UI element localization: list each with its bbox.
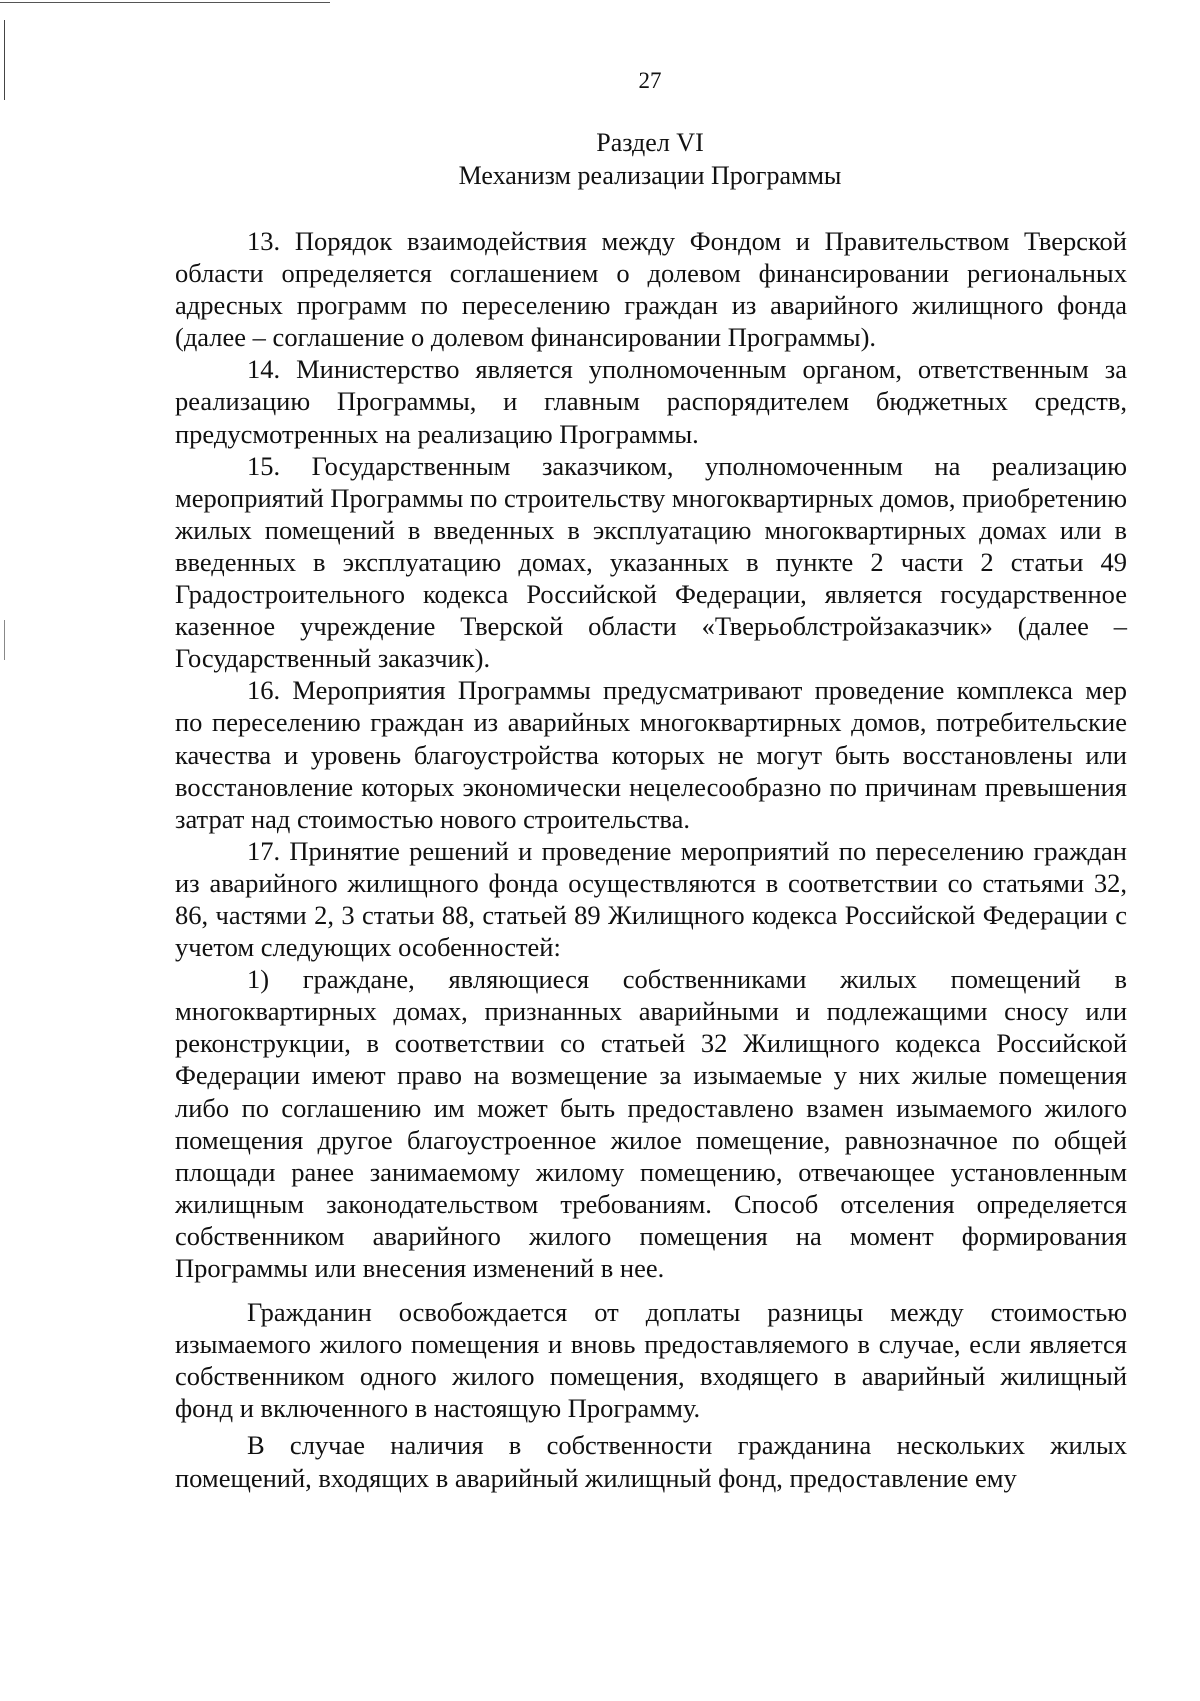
document-body <box>175 225 1127 1494</box>
page-number: 27 <box>638 68 662 93</box>
paragraph-16: 16. Мероприятия Программы предусматривают проведение комплекса мер по переселению граждан из аварийных многоквартирных домов, потребительские качества и уровень благоустройства которых не могут быть восстановлены или восстановление которых экономически нецелесообразно по причинам превышения затрат над стоимостью нового строительства. <box>175 675 1127 834</box>
section-title: Раздел VI <box>596 128 704 157</box>
paragraph-multiple-ownership: В случае наличия в собственности гражданина нескольких жилых помещений, входящих в аварийный жилищный фонд, предоставление ему <box>175 1430 1127 1493</box>
paragraph-17: 17. Принятие решений и проведение мероприятий по переселению граждан из аварийного жилищного фонда осуществляются в соответствии со статьями 32, 86, частями 2, 3 статьи 88, статьей 89 Жилищного кодекса Российской Федерации с учетом следующих особенностей: <box>175 835 1127 963</box>
scan-edge-left-lower <box>4 620 5 660</box>
paragraph-exemption: Гражданин освобождается от доплаты разницы между стоимостью изымаемого жилого помещения и вновь предоставляемого в случае, если является собственником одного жилого помещения, входящего в аварийный жилищный фонд и включенного в настоящую Программу. <box>175 1297 1127 1424</box>
paragraph-13: 13. Порядок взаимодействия между Фондом и Правительством Тверской области определяется соглашением о долевом финансировании региональных адресных программ по переселению граждан из аварийного жилищного фонда (далее – соглашение о долевом финансировании Программы). <box>175 226 1127 353</box>
paragraph-14: 14. Министерство является уполномоченным органом, ответственным за реализацию Программы, и главным распорядителем бюджетных средств, предусмотренных на реализацию Программы. <box>175 354 1127 449</box>
section-subtitle: Механизм реализации Программы <box>458 161 842 190</box>
paragraph-17-item-1: 1) граждане, являющиеся собственниками жилых помещений в многоквартирных домах, признанных аварийными и подлежащими сносу или реконструкции, в соответствии со статьей 32 Жилищного кодекса Российской Федерации имеют право на возмещение за изымаемые у них жилые помещения либо по соглашению им может быть предоставлено взамен изымаемого жилого помещения другое благоустроенное жилое помещение, равнозначное по общей площади ранее занимаемому жилому помещению, отвечающее установленным жилищным законодательством требованиям. Способ отселения определяется собственником аварийного жилого помещения на момент формирования Программы или внесения изменений в нее. <box>175 964 1127 1283</box>
paragraph-15: 15. Государственным заказчиком, уполномоченным на реализацию мероприятий Программы по строительству многоквартирных домов, приобретению жилых помещений в введенных в эксплуатацию многоквартирных домах или в введенных в эксплуатацию домах, указанных в пункте 2 части 2 статьи 49 Градостроительного кодекса Российской Федерации, является государственное казенное учреждение Тверской области «Тверьоблстройзаказчик» (далее – Государственный заказчик). <box>175 450 1127 674</box>
scan-edge-top <box>0 2 330 3</box>
